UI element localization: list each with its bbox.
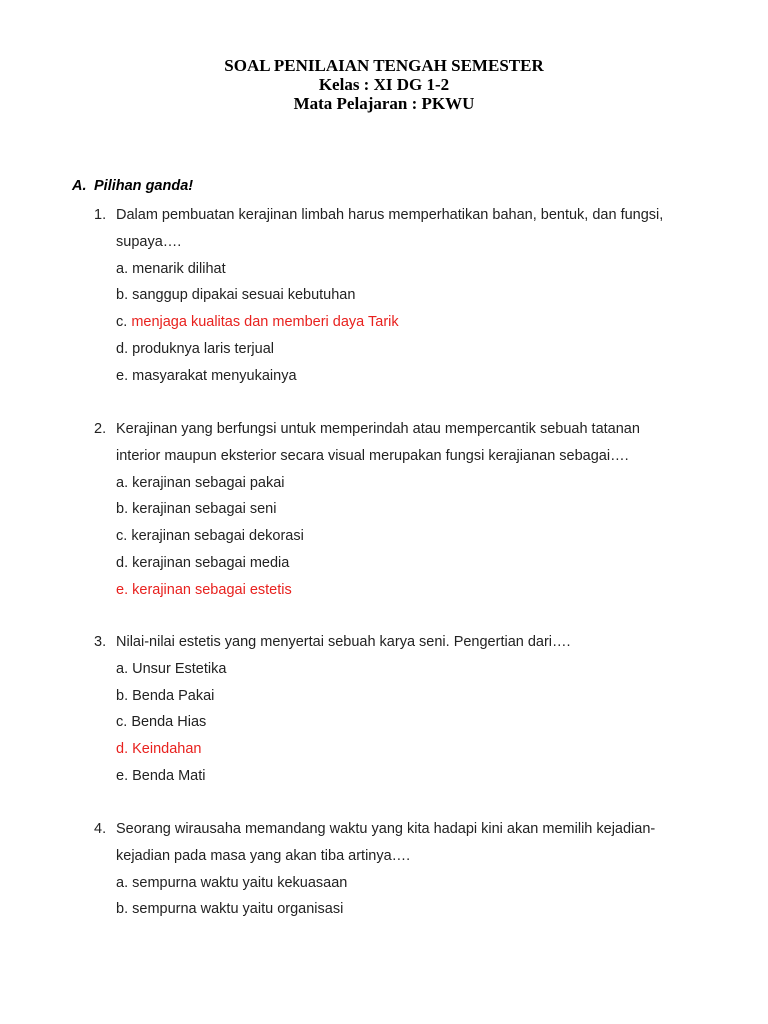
question-1 [94, 202, 714, 390]
exam-title: SOAL PENILAIAN TENGAH SEMESTER [224, 56, 544, 75]
document-header [0, 56, 768, 113]
question-text-line: Kerajinan yang berfungsi untuk memperindah atau mempercantik sebuah tatanan [116, 421, 640, 437]
option-a: a. sempurna waktu yaitu kekuasaan [116, 874, 348, 891]
option-e: e. Benda Mati [116, 767, 206, 784]
question-text-line: kejadian pada masa yang akan tiba artinya…. [116, 847, 411, 864]
option-b: b. sanggup dipakai sesuai kebutuhan [116, 287, 356, 304]
option-e: e. masyarakat menyukainya [116, 367, 297, 384]
section-title: Pilihan ganda! [94, 178, 194, 194]
question-number: 1. [94, 207, 107, 223]
option-d: d. produknya laris terjual [116, 340, 274, 357]
option-a: a. kerajinan sebagai pakai [116, 474, 285, 491]
option-a: a. Unsur Estetika [116, 660, 227, 677]
option-b: b. Benda Pakai [116, 687, 215, 704]
option-c-correct: c. menjaga kualitas dan memberi daya Tarik [116, 314, 399, 331]
question-number: 2. [94, 421, 107, 437]
question-text-line: interior maupun eksterior secara visual merupakan fungsi kerajianan sebagai…. [116, 447, 629, 464]
question-text-line: Dalam pembuatan kerajinan limbah harus memperhatikan bahan, bentuk, dan fungsi, [116, 207, 664, 223]
option-b: b. sempurna waktu yaitu organisasi [116, 901, 344, 918]
section-heading [72, 178, 193, 194]
option-d: d. kerajinan sebagai media [116, 554, 290, 571]
question-text-line: Seorang wirausaha memandang waktu yang kita hadapi kini akan memilih kejadian- [116, 821, 656, 837]
question-3 [94, 629, 714, 790]
question-2 [94, 416, 714, 604]
subject-label: Mata Pelajaran : PKWU [293, 94, 475, 113]
option-e-correct: e. kerajinan sebagai estetis [116, 581, 292, 598]
question-4 [94, 816, 714, 923]
option-a: a. menarik dilihat [116, 260, 226, 277]
class-label: Kelas : XI DG 1-2 [318, 75, 450, 94]
option-c: c. Benda Hias [116, 714, 207, 731]
question-text-line: Nilai-nilai estetis yang menyertai sebuah karya seni. Pengertian dari…. [116, 634, 571, 650]
option-b: b. kerajinan sebagai seni [116, 501, 277, 518]
question-number: 4. [94, 821, 107, 837]
question-text-line: supaya…. [116, 233, 182, 250]
question-number: 3. [94, 634, 107, 650]
section-letter: A. [72, 178, 87, 194]
option-d-correct: d. Keindahan [116, 741, 202, 758]
option-c: c. kerajinan sebagai dekorasi [116, 528, 304, 545]
